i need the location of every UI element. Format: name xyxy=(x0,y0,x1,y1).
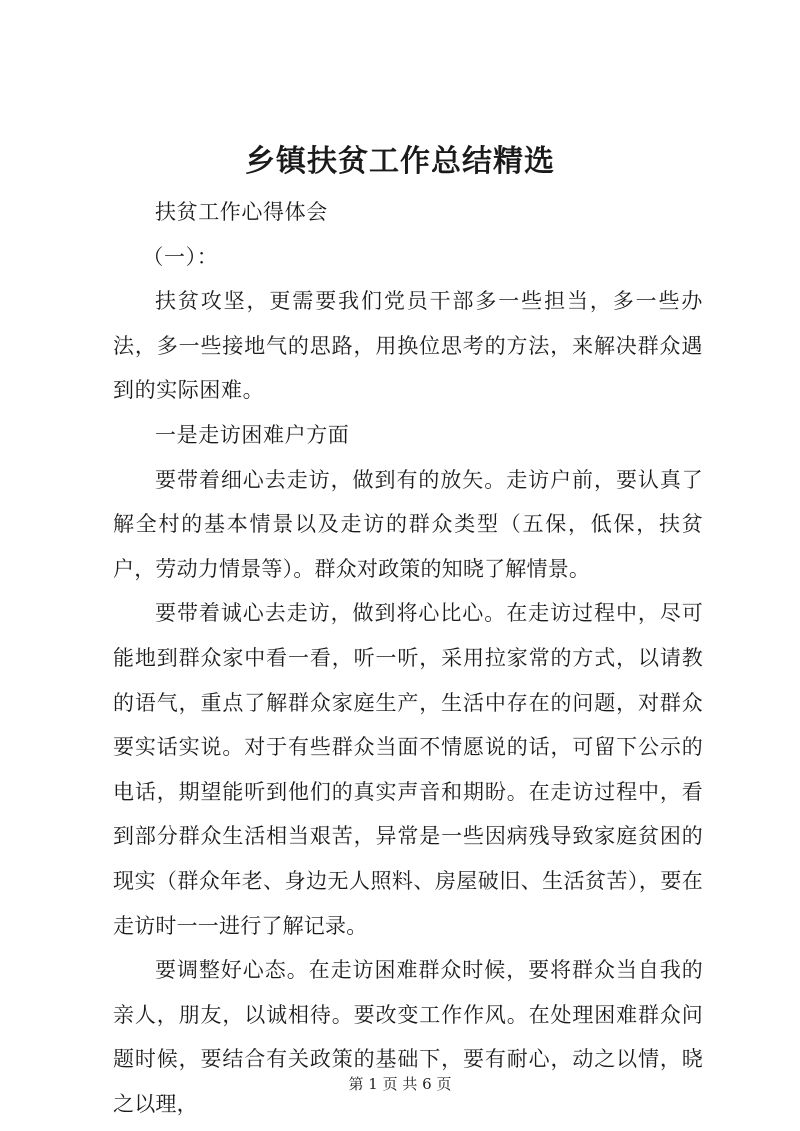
document-body xyxy=(113,190,703,1126)
paragraph-body: 要调整好心态。在走访困难群众时候，要将群众当自我的亲人，朋友，以诚相待。要改变工作作风。在处理困难群众问题时候，要结合有关政策的基础下，要有耐心，动之以情，晓之以理， xyxy=(113,958,703,1116)
paragraph-body: 要带着诚心去走访，做到将心比心。在走访过程中，尽可能地到群众家中看一看，听一听，采用拉家常的方式，以请教的语气，重点了解群众家庭生产，生活中存在的问题，对群众要实话实说。对于有些群众当面不情愿说的话，可留下公示的电话，期望能听到他们的真实声音和期盼。在走访过程中，看到部分群众生活相当艰苦，异常是一些因病残导致家庭贫困的现实（群众年老、身边无人照料、房屋破旧、生活贫苦），要在走访时一一进行了解记录。 xyxy=(113,601,703,938)
paragraph-intro: 扶贫攻坚，更需要我们党员干部多一些担当，多一些办法，多一些接地气的思路，用换位思考的方法，来解决群众遇到的实际困难。 xyxy=(113,289,703,403)
paragraph-heading: 扶贫工作心得体会 xyxy=(155,200,328,224)
paragraph-section-number: （一）： xyxy=(142,244,219,269)
document-title: 乡镇扶贫工作总结精选 xyxy=(245,144,555,179)
page-number-footer: 第 1 页 共 6 页 xyxy=(348,1075,452,1093)
paragraph-body: 要带着细心去走访，做到有的放矢。走访户前，要认真了解全村的基本情景以及走访的群众类型（五保，低保，扶贫户，劳动力情景等）。群众对政策的知晓了解情景。 xyxy=(113,467,703,581)
paragraph-subheading: 一是走访困难户方面 xyxy=(155,422,350,447)
